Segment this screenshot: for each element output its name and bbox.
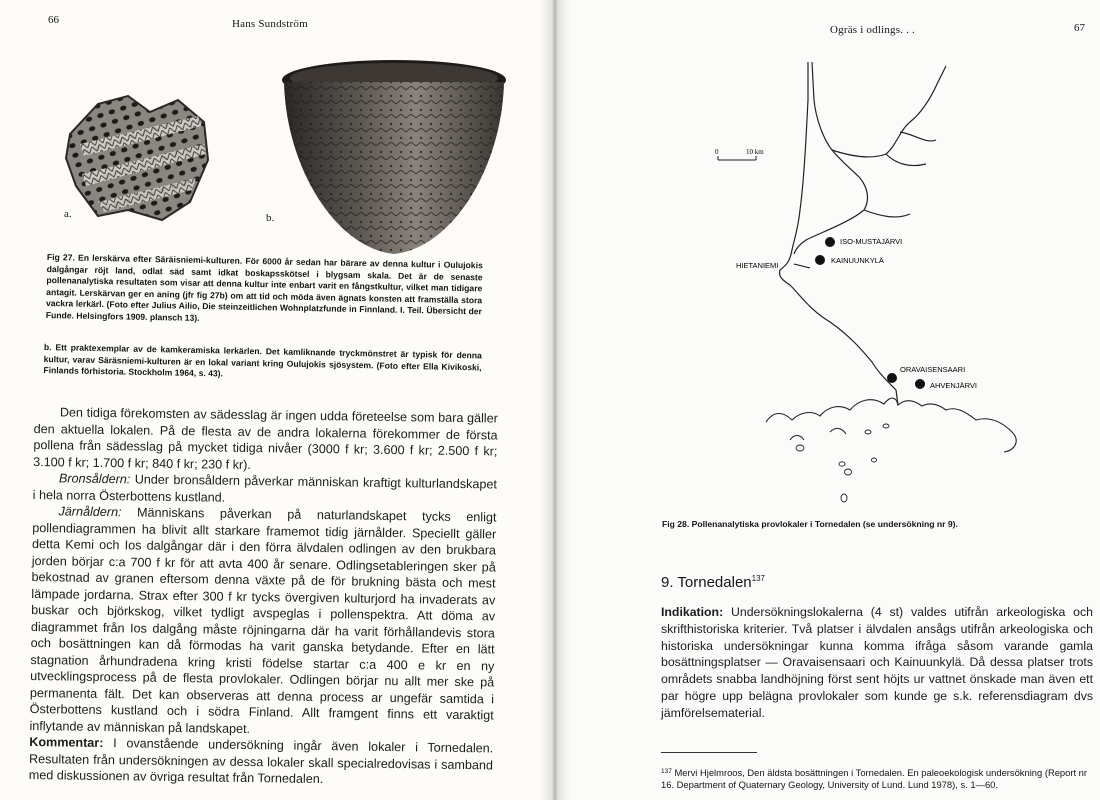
figure-27-caption-b: b. Ett praktexemplar av de kamkeramiska lerkärlen. Det kamliknande tryckmönstret är typisk för denna kultur, varav Säräsniemi-kulturen är en lokal variant kring Oulujokis sjösystem. (Foto efter Ella Kivikoski, Finlands förhistoria. Stockholm 1964, s. 43). (43, 342, 482, 379)
comb-ceramic-vessel-image (276, 58, 512, 258)
paragraph-indikation (661, 604, 1093, 722)
indikation-label: Indikation: (661, 605, 724, 619)
paragraph-iron-age (29, 503, 496, 740)
section-title: 9. Tornedalen (661, 574, 752, 591)
river-lines (779, 62, 946, 405)
site-ahvenjarvi-dot (915, 379, 925, 389)
indikation-text: Undersökningslokalerna (4 st) valdes utifrån arkeologiska och skrifthistoriska kriterier. Två platser i älvdalen ansågs utifrån arkeologiska och historiska undersökningar kunna komma ifråga såsom varande gamla bosättningsplatser — Oravaisensaari och Kainuunkylä. Då dessa platser trots områdets snabba landhöjning först sent höjts ur vattnet önskade man även ett par högre upp belägna provlokaler som kunde ge s.k. referensdiagram dvs jämförelsematerial. (661, 605, 1093, 720)
site-ahvenjarvi-label: AHVENJÄRVI (930, 381, 977, 390)
islands (796, 424, 889, 502)
bronze-age-label: Bronsåldern: (58, 471, 131, 487)
section-footnote-ref: 137 (751, 574, 765, 583)
sample-sites (736, 237, 977, 390)
site-kainuunkyla-dot (815, 255, 825, 265)
figure-27-caption-a: Fig 27. En lerskärva efter Säräisniemi-kulturen. För 6000 år sedan har bärare av denna kultur i Oulujokis dalgångar röjt land, odlat säd samt idkat boskapsskötsel i blygsam skala. Det är de senaste pollenanalytiska resultaten som visar att denna kultur inte enbart varit en fångstkultur, vilket man tidigare antagit. Lerskärvan ger en aning (jfr fig 27b) om att tid och möda även ägnats konsten att framställa stora vackra lerkärl. (Foto efter Julius Ailio, Die steinzeitlichen Wohnplatzfunde in Finnland. I. Teil. Übersicht der Funde. Helsingfors 1909. plansch 13). (45, 252, 483, 323)
comment-text: I ovanstående undersökning ingår även lokaler i Tornedalen. Resultaten från undersökningen av dessa lokaler skall specialredovisas i samband med diskussionen av övriga resultat från Tornedalen. (28, 736, 494, 787)
right-body-text (661, 604, 1093, 722)
site-oravaisensaari-dot (887, 373, 897, 383)
section-heading (661, 574, 765, 591)
scale-bar (715, 148, 764, 160)
figure-28-caption: Fig 28. Pollenanalytiska provlokaler i Tornedalen (se undersökning nr 9). (662, 519, 958, 529)
paragraph-comment (29, 734, 494, 790)
running-head-left: Hans Sundström (232, 18, 308, 30)
pottery-sherd-image (58, 82, 214, 224)
running-head-right: Ogräs i odlings. . . (830, 24, 915, 36)
iron-age-text: Människans påverkan på naturlandskapet tycks enligt pollendiagrammen ha blivit allt starkare framemot tidig järnålder. Speciellt gäller detta Kemi och Ios dalgångar där i den förra älvdalen odlingen av den brukbara jorden börjar c:a 700 f kr för att avta 400 år senare. Odlingsetableringen sker på bekostnad av granen eftersom denna växte på de för brukning bästa och mest lämpade jordarna. Strax efter 300 f kr tycks övergiven kulturjord ha invaderats av buskar och björkskog, vilket tydligt avspeglas i pollenspektra. Att döma av diagrammet från Ios dalgång måste röjningarna där ha varit förhållandevis stora och bosättningen kan då förmodas ha varit ganska betydande. Efter en lätt stagnation århundradena kring kristi födelse startar c:a 400 e kr en ny utvecklingsprocess på de flesta provlokaler. Odlingen börjar nu allt mer ske på permanenta fält. Det kan observeras att denna process ar ungefär samtida i Österbottens kustland och i södra Finland. Allt framgent finns ett varaktigt inflytande av människan på landskapet. (29, 505, 497, 736)
site-oravaisensaari-label: ORAVAISENSAARI (900, 365, 966, 374)
scale-label-ten: 10 km (746, 148, 764, 156)
figure-letter-a: a. (64, 208, 72, 220)
hietaniemi-pointer (794, 264, 810, 268)
tornedalen-map (700, 60, 1040, 520)
page-number-right: 67 (1074, 22, 1085, 34)
site-kainuunkyla-label: KAINUUNKYLÄ (831, 256, 884, 265)
footnote-rule (661, 752, 757, 753)
iron-age-label: Järnåldern: (58, 504, 122, 520)
page-number-left: 66 (48, 14, 59, 26)
site-iso-mustajarvi-dot (825, 237, 835, 247)
figure-letter-b: b. (266, 212, 275, 224)
comment-label: Kommentar: (29, 734, 104, 751)
site-hietaniemi-label: HIETANIEMI (736, 261, 779, 270)
footnote-text: Mervi Hjelmroos, Den äldsta bosättningen i Tornedalen. En paleoekologisk undersökning (Report nr 16. Department of Quaternary Geology, University of Lund. Lund 1978), s. 1—60. (661, 767, 1088, 790)
footnote-number: 137 (661, 768, 672, 775)
paragraph-early-grain: Den tidiga förekomsten av sädesslag är ingen udda företeelse som bara gäller den aktuella lokalen. På de flesta av de andra lokalerna förekommer de första pollena från sädesslag på mycket tidiga nivåer (3000 f kr; 3.600 f kr; 2.500 f kr; 3.100 f kr; 1.700 f kr; 840 f kr; 230 f kr). (33, 405, 498, 472)
left-body-text (29, 404, 498, 790)
bronze-age-text: Under bronsåldern påverkar människan kraftigt kulturlandskapet i hela norra Österbottens kustland. (32, 472, 498, 505)
site-iso-mustajarvi-label: ISO-MUSTAJÄRVI (840, 237, 903, 246)
coastline (766, 398, 1016, 452)
scale-label-zero: 0 (715, 148, 719, 156)
footnote (661, 766, 1099, 791)
